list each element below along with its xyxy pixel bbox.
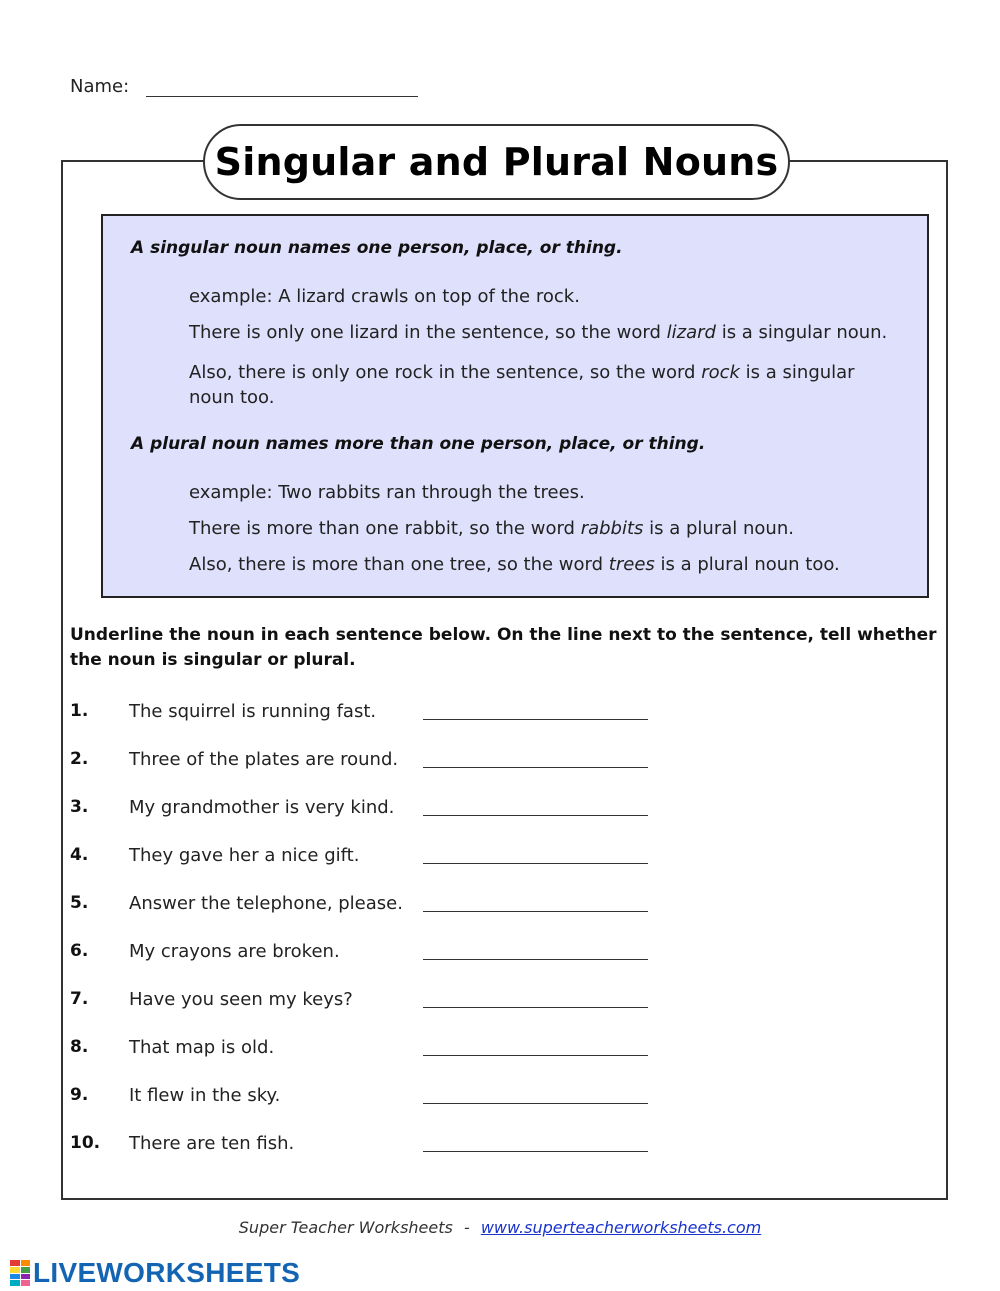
answer-line[interactable] [423, 719, 648, 720]
logo-square [10, 1267, 20, 1273]
singular-explanation-1: There is only one lizard in the sentence, so the word lizard is a singular noun. [189, 322, 888, 343]
instructions: Underline the noun in each sentence below. On the line next to the sentence, tell whether the noun is singular or plural. [70, 625, 937, 670]
definition-box [101, 214, 929, 598]
question-number: 3. [70, 797, 89, 817]
question-number: 10. [70, 1133, 101, 1153]
liveworksheets-logo-icon [10, 1260, 30, 1286]
liveworksheets-brand[interactable] [10, 1258, 300, 1288]
question-sentence[interactable]: They gave her a nice gift. [129, 845, 360, 866]
logo-square [21, 1260, 31, 1266]
footer-link[interactable]: www.superteacherworksheets.com [480, 1218, 762, 1237]
answer-line[interactable] [423, 959, 648, 960]
question-number: 9. [70, 1085, 89, 1105]
logo-square [10, 1280, 20, 1286]
question-number: 2. [70, 749, 89, 769]
question-number: 7. [70, 989, 89, 1009]
question-number: 5. [70, 893, 89, 913]
answer-line[interactable] [423, 863, 648, 864]
singular-example: example: A lizard crawls on top of the rock. [189, 286, 580, 307]
answer-line[interactable] [423, 767, 648, 768]
logo-square [21, 1274, 31, 1280]
plural-explanation-1: There is more than one rabbit, so the word rabbits is a plural noun. [189, 518, 794, 539]
question-number: 4. [70, 845, 89, 865]
singular-definition: A singular noun names one person, place, or thing. [131, 238, 623, 258]
logo-square [10, 1260, 20, 1266]
question-number: 8. [70, 1037, 89, 1057]
plural-definition: A plural noun names more than one person, place, or thing. [131, 434, 706, 454]
question-sentence[interactable]: The squirrel is running fast. [129, 701, 377, 722]
logo-square [10, 1274, 20, 1280]
answer-line[interactable] [423, 1055, 648, 1056]
page-title: Singular and Plural Nouns [203, 124, 790, 200]
singular-explanation-2: Also, there is only one rock in the sentence, so the word rock is a singular noun too. [189, 362, 855, 408]
answer-line[interactable] [423, 1007, 648, 1008]
plural-explanation-2: Also, there is more than one tree, so the word trees is a plural noun too. [189, 554, 840, 575]
question-sentence[interactable]: It flew in the sky. [129, 1085, 281, 1106]
answer-line[interactable] [423, 1151, 648, 1152]
question-number: 1. [70, 701, 89, 721]
answer-line[interactable] [423, 1103, 648, 1104]
question-sentence[interactable]: My grandmother is very kind. [129, 797, 395, 818]
footer-credit-text: Super Teacher Worksheets [238, 1218, 453, 1237]
question-sentence[interactable]: That map is old. [129, 1037, 275, 1058]
logo-square [21, 1267, 31, 1273]
question-sentence[interactable]: Answer the telephone, please. [129, 893, 403, 914]
liveworksheets-name: LIVEWORKSHEETS [33, 1257, 301, 1288]
question-sentence[interactable]: There are ten fish. [129, 1133, 295, 1154]
name-input-line[interactable] [146, 96, 418, 97]
question-sentence[interactable]: Three of the plates are round. [129, 749, 399, 770]
question-sentence[interactable]: Have you seen my keys? [129, 989, 353, 1010]
question-number: 6. [70, 941, 89, 961]
answer-line[interactable] [423, 815, 648, 816]
footer-credit [0, 1218, 1000, 1237]
answer-line[interactable] [423, 911, 648, 912]
question-sentence[interactable]: My crayons are broken. [129, 941, 340, 962]
logo-square [21, 1280, 31, 1286]
name-label: Name: [70, 76, 130, 97]
plural-example: example: Two rabbits ran through the trees. [189, 482, 585, 503]
footer-separator: - [463, 1218, 470, 1237]
